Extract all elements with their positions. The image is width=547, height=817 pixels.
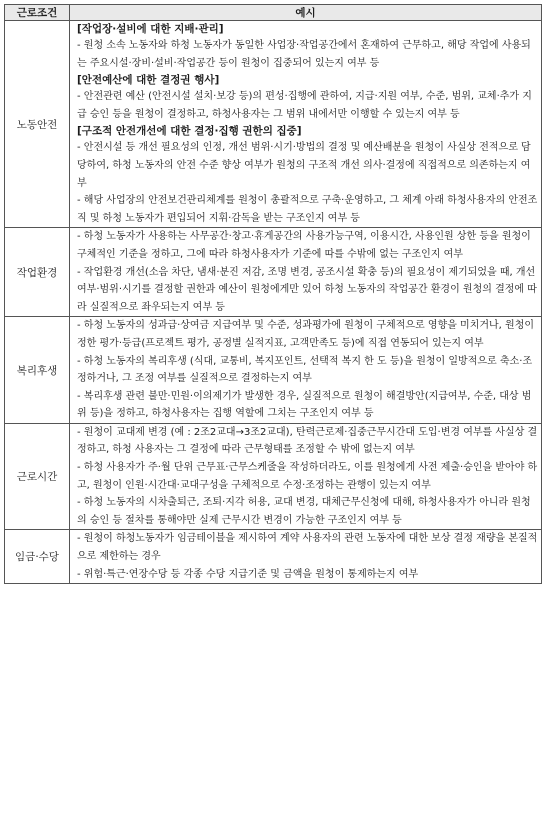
- example-item: - 작업환경 개선(소음 차단, 냄새·분진 저감, 조명 변경, 공조시설 확충 등)의 필요성이 제기되었을 때, 개선여부·범위·시기를 결정할 권한과 예산이 원청에게만 있어 하청 노동자의 작업공간 환경이 원청의 결정에 따라 실질적으로 좌우되는지 여부 등: [77, 266, 537, 313]
- example-cell: [70, 21, 542, 228]
- section-subtitle: [작업장·설비에 대한 지배·관리]: [77, 23, 224, 35]
- example-cell: [70, 530, 542, 584]
- example-cell: [70, 228, 542, 317]
- example-item: - 원청 소속 노동자와 하청 노동자가 동일한 사업장·작업공간에서 혼재하여 근무하고, 해당 작업에 사용되는 주요시설·장비·설비·작업공간 등이 원청이 집중되어 있는지 여부 등: [77, 40, 531, 69]
- table-body: [5, 21, 542, 584]
- table-row: [5, 530, 542, 584]
- example-item: - 안전시설 등 개선 필요성의 인정, 개선 범위·시기·방법의 결정 및 예산배분을 원청이 사실상 전적으로 담당하여, 하청 노동자의 안전 수준 향상 여부가 원청의 구조적 개선 의사·결정에 직접적으로 의존하는지 여부: [77, 142, 531, 189]
- example-cell: [70, 317, 542, 424]
- example-item: - 하청 노동자가 사용하는 사무공간·창고·휴게공간의 사용가능구역, 이용시간, 사용인원 상한 등을 원청이 구체적인 기준을 정하고, 그에 따라 하청사용자가 기준에 따를 수밖에 없는 구조인지 여부: [77, 231, 531, 260]
- example-item: - 하청 사용자가 주·월 단위 근무표·근무스케줄을 작성하더라도, 이를 원청에게 사전 제출·승인을 받아야 하고, 원청이 인원·시간대·교대구성을 구체적으로 수정·조정하는 관행이 있는지 여부: [77, 462, 538, 491]
- example-item: - 원청이 교대제 변경 (예 : 2조2교대→3조2교대), 탄력근로제·집중근무시간대 도입·변경 여부를 사실상 결정하고, 하청 사용자는 그 결정에 따라 근무형태를 조정할 수 밖에 없는지 여부: [77, 426, 538, 456]
- working-conditions-table: [4, 4, 542, 584]
- example-cell: [70, 423, 542, 530]
- example-item: - 복리후생 관련 불만·민원·이의제기가 발생한 경우, 실질적으로 원청이 해결방안(지급여부, 수준, 대상 범위 등)을 정하고, 하청사용자는 집행 역할에 그치는 구조인지 여부 등: [77, 390, 532, 420]
- condition-cell: 복리후생: [5, 317, 70, 424]
- table-row: [5, 228, 542, 317]
- example-item: - 안전관련 예산 (안전시설 설치·보강 등)의 편성·집행에 관하여, 지급·지원 여부, 수준, 범위, 교체·추가 지급 승인 등을 원청이 결정하고, 하청사용자는 그 범위 내에서만 이행할 수 있는지 여부 등: [77, 91, 532, 120]
- condition-cell: 노동안전: [5, 21, 70, 228]
- table-row: [5, 21, 542, 228]
- example-item: - 하청 노동자의 성과급·상여금 지급여부 및 수준, 성과평가에 원청이 구체적으로 영향을 미치거나, 원청이 정한 평가·등급(프로젝트 평가, 공정별 실적지표, 고객만족도 등)에 직접 연동되어 있는지 여부: [77, 320, 535, 349]
- section-subtitle: [안전예산에 대한 결정권 행사]: [77, 74, 220, 87]
- example-item: - 위험·특근·연장수당 등 각종 수당 지급기준 및 금액을 원청이 통제하는지 여부: [77, 568, 419, 580]
- condition-cell: 작업환경: [5, 228, 70, 317]
- header-example: 예시: [70, 5, 542, 21]
- condition-cell: 임금·수당: [5, 530, 70, 584]
- example-item: - 하청 노동자의 복리후생 (식대, 교통비, 복지포인트, 선택적 복지 한 도 등)을 원청이 일방적으로 축소·조정하거나, 그 조정 여부를 실질적으로 결정하는지 여부: [77, 355, 533, 385]
- example-item: - 원청이 하청노동자가 임금테이블을 제시하여 계약 사용자의 관련 노동자에 대한 보상 결정 재량을 본질적으로 제한하는 경우: [77, 533, 538, 563]
- example-item: - 해당 사업장의 안전보건관리체계를 원청이 총괄적으로 구축·운영하고, 그 체계 아래 하청사용자의 안전조직 및 하청 노동자가 편입되어 지휘·감독을 받는 구조인지 여부 등: [77, 195, 538, 224]
- example-item: - 하청 노동자의 시차출퇴근, 조퇴·지각 허용, 교대 변경, 대체근무신청에 대해, 하청사용자가 아니라 원청의 승인 등 절차를 통해야만 실제 근무시간 변경이 가능한 구조인지 여부 등: [77, 497, 531, 526]
- condition-cell: 근로시간: [5, 423, 70, 530]
- table-row: [5, 423, 542, 530]
- section-subtitle: [구조적 안전개선에 대한 결정·집행 권한의 집중]: [77, 125, 302, 138]
- table-header-row: [5, 5, 542, 21]
- header-condition: 근로조건: [5, 5, 70, 21]
- table-row: [5, 317, 542, 424]
- conditions-table-container: [4, 4, 542, 584]
